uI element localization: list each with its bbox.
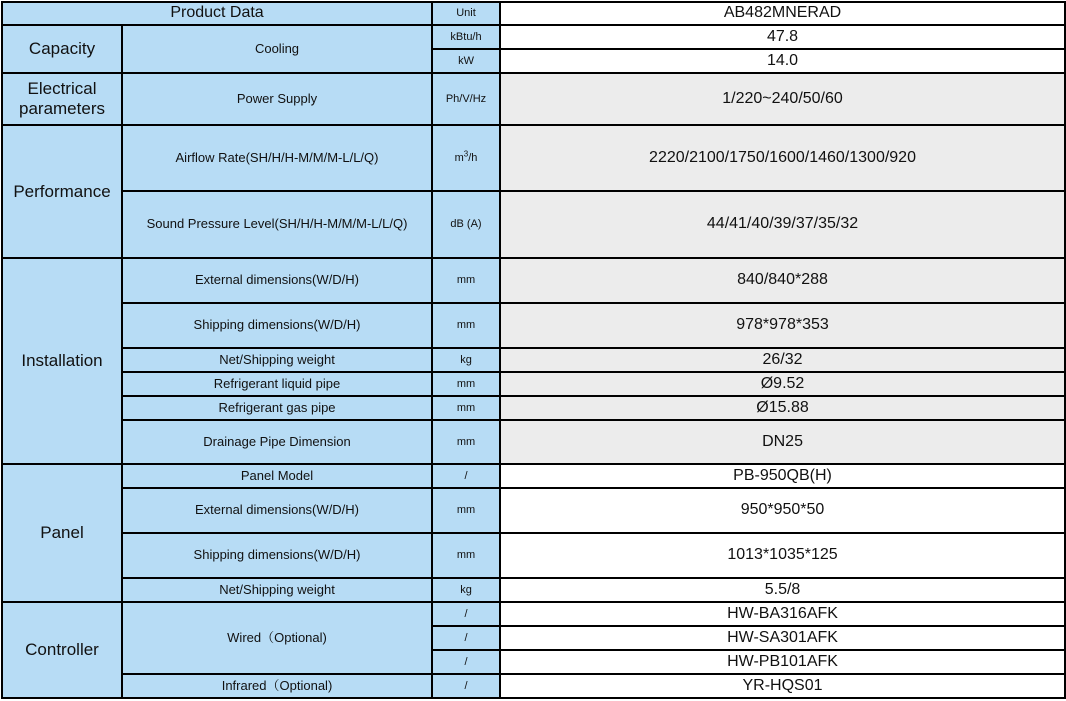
header-row — [2, 2, 1065, 25]
table-row — [2, 420, 1065, 464]
model-name: AB482MNERAD — [500, 2, 1065, 25]
item-airflow-rate: Airflow Rate(SH/H/H-M/M/M-L/L/Q) — [122, 125, 432, 191]
value-cell: 950*950*50 — [500, 488, 1065, 533]
unit-cell: Ph/V/Hz — [432, 73, 500, 125]
item-wired: Wired（Optional) — [122, 602, 432, 674]
value-cell: 1/220~240/50/60 — [500, 73, 1065, 125]
value-cell: 5.5/8 — [500, 578, 1065, 602]
category-installation: Installation — [2, 258, 122, 464]
value-cell: Ø9.52 — [500, 372, 1065, 396]
value-cell: 14.0 — [500, 49, 1065, 73]
table-row — [2, 488, 1065, 533]
unit-cell: / — [432, 602, 500, 626]
item-label: Net/Shipping weight — [122, 578, 432, 602]
unit-cell: kBtu/h — [432, 25, 500, 49]
table-row — [2, 258, 1065, 303]
value-cell: HW-BA316AFK — [500, 602, 1065, 626]
category-electrical — [2, 73, 122, 125]
unit-cell: / — [432, 650, 500, 674]
unit-cell: mm — [432, 303, 500, 348]
value-cell: HW-PB101AFK — [500, 650, 1065, 674]
unit-superscript: 3 — [463, 149, 469, 159]
category-electrical-line1: Electrical — [27, 79, 97, 99]
unit-cell: mm — [432, 396, 500, 420]
table-row — [2, 303, 1065, 348]
value-cell: 44/41/40/39/37/35/32 — [500, 191, 1065, 258]
product-data-table — [1, 1, 1066, 699]
table-row — [2, 191, 1065, 258]
unit-cell: mm — [432, 258, 500, 303]
value-cell: HW-SA301AFK — [500, 626, 1065, 650]
item-infrared: Infrared（Optional) — [122, 674, 432, 698]
unit-cell: kg — [432, 348, 500, 372]
unit-cell: mm — [432, 420, 500, 464]
table-row — [2, 602, 1065, 626]
unit-cell: kg — [432, 578, 500, 602]
product-data-title: Product Data — [2, 2, 432, 25]
item-label: Panel Model — [122, 464, 432, 488]
value-cell: YR-HQS01 — [500, 674, 1065, 698]
item-label: Refrigerant liquid pipe — [122, 372, 432, 396]
item-sound-pressure: Sound Pressure Level(SH/H/H-M/M/M-L/L/Q) — [122, 191, 432, 258]
unit-cell: mm — [432, 488, 500, 533]
category-panel: Panel — [2, 464, 122, 602]
table-row — [2, 25, 1065, 49]
unit-base: m — [454, 151, 464, 164]
unit-cell — [432, 125, 500, 191]
table-row — [2, 348, 1065, 372]
table-row — [2, 372, 1065, 396]
table-row — [2, 578, 1065, 602]
item-label: Shipping dimensions(W/D/H) — [122, 533, 432, 578]
table-row — [2, 396, 1065, 420]
value-cell: 1013*1035*125 — [500, 533, 1065, 578]
unit-cell: kW — [432, 49, 500, 73]
item-label: Refrigerant gas pipe — [122, 396, 432, 420]
unit-cell: mm — [432, 533, 500, 578]
table-row — [2, 533, 1065, 578]
value-cell: PB-950QB(H) — [500, 464, 1065, 488]
unit-tail: /h — [468, 151, 478, 164]
value-cell: 2220/2100/1750/1600/1460/1300/920 — [500, 125, 1065, 191]
item-power-supply: Power Supply — [122, 73, 432, 125]
table-row — [2, 674, 1065, 698]
unit-header: Unit — [432, 2, 500, 25]
value-cell: 47.8 — [500, 25, 1065, 49]
unit-cell: dB (A) — [432, 191, 500, 258]
unit-cell: / — [432, 464, 500, 488]
category-electrical-line2: parameters — [19, 99, 105, 118]
unit-cell: / — [432, 674, 500, 698]
table-row — [2, 464, 1065, 488]
value-cell: 978*978*353 — [500, 303, 1065, 348]
value-cell: DN25 — [500, 420, 1065, 464]
unit-cell: / — [432, 626, 500, 650]
item-label: External dimensions(W/D/H) — [122, 488, 432, 533]
item-label: Drainage Pipe Dimension — [122, 420, 432, 464]
table-row — [2, 125, 1065, 191]
value-cell: 26/32 — [500, 348, 1065, 372]
item-label: Net/Shipping weight — [122, 348, 432, 372]
category-capacity: Capacity — [2, 25, 122, 73]
unit-cell: mm — [432, 372, 500, 396]
table-row — [2, 73, 1065, 125]
item-label: External dimensions(W/D/H) — [122, 258, 432, 303]
value-cell: 840/840*288 — [500, 258, 1065, 303]
value-cell: Ø15.88 — [500, 396, 1065, 420]
category-controller: Controller — [2, 602, 122, 698]
item-label: Shipping dimensions(W/D/H) — [122, 303, 432, 348]
category-performance: Performance — [2, 125, 122, 258]
item-cooling: Cooling — [122, 25, 432, 73]
